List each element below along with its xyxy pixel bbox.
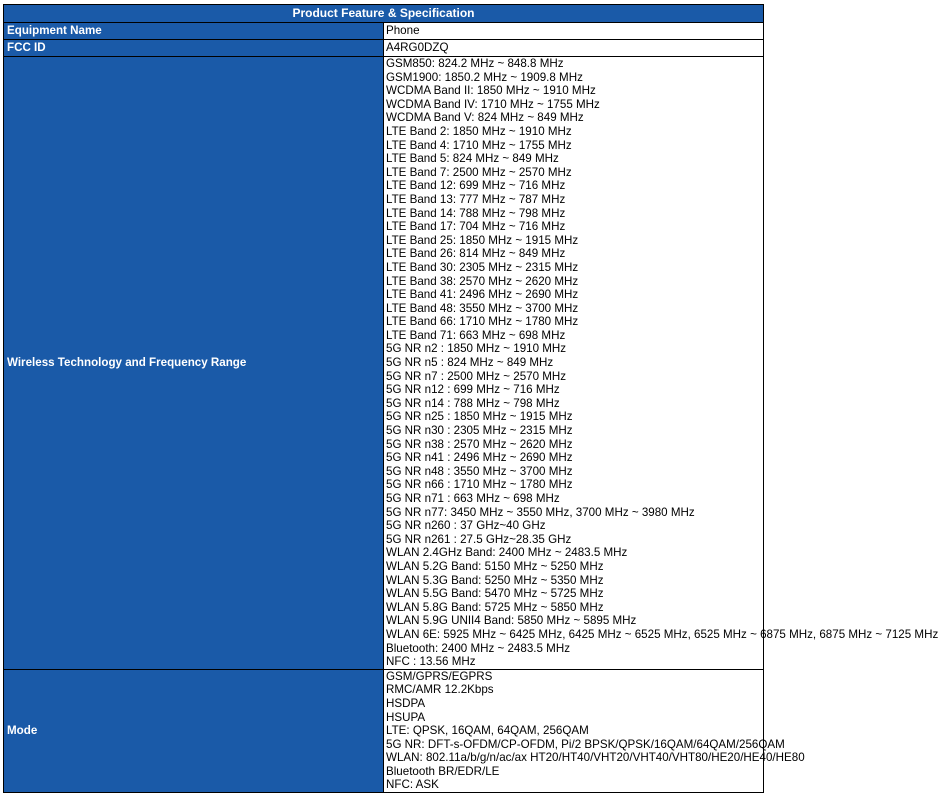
frequency-band-item: 5G NR n38 : 2570 MHz ~ 2620 MHz: [386, 437, 573, 451]
frequency-band-item: 5G NR n41 : 2496 MHz ~ 2690 MHz: [386, 451, 573, 465]
frequency-band-item: 5G NR n7 : 2500 MHz ~ 2570 MHz: [386, 369, 567, 383]
frequency-band-item: LTE Band 48: 3550 MHz ~ 3700 MHz: [386, 301, 579, 315]
frequency-band-item: WLAN 5.9G UNII4 Band: 5850 MHz ~ 5895 MHz: [386, 614, 637, 628]
frequency-band-item: LTE Band 14: 788 MHz ~ 798 MHz: [386, 206, 566, 220]
frequency-band-item: WLAN 5.2G Band: 5150 MHz ~ 5250 MHz: [386, 559, 604, 573]
frequency-band-item: NFC : 13.56 MHz: [386, 655, 476, 669]
fcc-id-value: A4RG0DZQ: [384, 40, 764, 57]
frequency-band-item: 5G NR n261 : 27.5 GHz~28.35 GHz: [386, 532, 572, 546]
table-row-equipment-name: [4, 23, 764, 40]
frequency-band-item: 5G NR n48 : 3550 MHz ~ 3700 MHz: [386, 464, 573, 478]
frequency-band-item: LTE Band 13: 777 MHz ~ 787 MHz: [386, 192, 566, 206]
table-row-wireless: [4, 57, 764, 670]
frequency-band-item: LTE Band 26: 814 MHz ~ 849 MHz: [386, 247, 566, 261]
frequency-band-item: 5G NR n5 : 824 MHz ~ 849 MHz: [386, 356, 554, 370]
frequency-band-item: WCDMA Band V: 824 MHz ~ 849 MHz: [386, 111, 584, 125]
equipment-name-label: Equipment Name: [4, 23, 384, 40]
frequency-band-item: WCDMA Band IV: 1710 MHz ~ 1755 MHz: [386, 97, 600, 111]
table-row-mode: [4, 669, 764, 792]
frequency-band-item: 5G NR n14 : 788 MHz ~ 798 MHz: [386, 396, 560, 410]
frequency-band-item: 5G NR n30 : 2305 MHz ~ 2315 MHz: [386, 424, 573, 438]
frequency-band-item: 5G NR n77: 3450 MHz ~ 3550 MHz, 3700 MHz ~ 3980 MHz: [386, 505, 695, 519]
frequency-band-item: LTE Band 41: 2496 MHz ~ 2690 MHz: [386, 288, 579, 302]
frequency-band-item: WLAN 5.5G Band: 5470 MHz ~ 5725 MHz: [386, 587, 604, 601]
frequency-band-item: Bluetooth: 2400 MHz ~ 2483.5 MHz: [386, 641, 570, 655]
mode-label: Mode: [4, 669, 384, 792]
frequency-band-item: LTE Band 66: 1710 MHz ~ 1780 MHz: [386, 315, 579, 329]
frequency-band-item: 5G NR n12 : 699 MHz ~ 716 MHz: [386, 383, 560, 397]
frequency-band-item: LTE Band 71: 663 MHz ~ 698 MHz: [386, 328, 566, 342]
frequency-band-item: LTE Band 17: 704 MHz ~ 716 MHz: [386, 220, 566, 234]
frequency-band-item: WLAN 5.3G Band: 5250 MHz ~ 5350 MHz: [386, 573, 604, 587]
equipment-name-value: Phone: [384, 23, 764, 40]
frequency-band-item: LTE Band 7: 2500 MHz ~ 2570 MHz: [386, 165, 572, 179]
frequency-band-item: LTE Band 4: 1710 MHz ~ 1755 MHz: [386, 138, 572, 152]
frequency-band-item: LTE Band 5: 824 MHz ~ 849 MHz: [386, 152, 559, 166]
mode-item: NFC: ASK: [386, 778, 439, 792]
mode-item: 5G NR: DFT-s-OFDM/CP-OFDM, Pi/2 BPSK/QPSK/16QAM/64QAM/256QAM: [386, 737, 785, 751]
frequency-band-item: 5G NR n260 : 37 GHz~40 GHz: [386, 519, 546, 533]
wireless-frequency-list: [384, 57, 938, 670]
frequency-band-item: LTE Band 2: 1850 MHz ~ 1910 MHz: [386, 124, 572, 138]
fcc-id-label: FCC ID: [4, 40, 384, 57]
mode-list: [384, 669, 805, 792]
mode-item: HSDPA: [386, 696, 426, 710]
frequency-band-item: 5G NR n66 : 1710 MHz ~ 1780 MHz: [386, 478, 573, 492]
wireless-technology-label: Wireless Technology and Frequency Range: [4, 57, 384, 670]
frequency-band-item: WLAN 6E: 5925 MHz ~ 6425 MHz, 6425 MHz ~ 6525 MHz, 6525 MHz ~ 6875 MHz, 6875 MHz ~ 7125 MHz: [386, 627, 938, 641]
frequency-band-item: GSM1900: 1850.2 MHz ~ 1909.8 MHz: [386, 70, 583, 84]
frequency-band-item: WLAN 5.8G Band: 5725 MHz ~ 5850 MHz: [386, 600, 604, 614]
frequency-band-item: LTE Band 12: 699 MHz ~ 716 MHz: [386, 179, 566, 193]
frequency-band-item: LTE Band 25: 1850 MHz ~ 1915 MHz: [386, 233, 579, 247]
table-row-fcc-id: [4, 40, 764, 57]
frequency-band-item: LTE Band 38: 2570 MHz ~ 2620 MHz: [386, 274, 579, 288]
frequency-band-item: LTE Band 30: 2305 MHz ~ 2315 MHz: [386, 260, 579, 274]
frequency-band-item: 5G NR n71 : 663 MHz ~ 698 MHz: [386, 492, 560, 505]
frequency-band-item: WCDMA Band II: 1850 MHz ~ 1910 MHz: [386, 84, 596, 98]
spec-table: [3, 4, 938, 793]
frequency-band-item: WLAN 2.4GHz Band: 2400 MHz ~ 2483.5 MHz: [386, 546, 628, 560]
mode-item: LTE: QPSK, 16QAM, 64QAM, 256QAM: [386, 724, 589, 738]
mode-item: WLAN: 802.11a/b/g/n/ac/ax HT20/HT40/VHT20/VHT40/VHT80/HE20/HE40/HE80: [386, 751, 805, 765]
frequency-band-item: 5G NR n2 : 1850 MHz ~ 1910 MHz: [386, 342, 567, 356]
mode-item: HSUPA: [386, 710, 426, 724]
mode-item: GSM/GPRS/EGPRS: [386, 669, 493, 683]
table-title: Product Feature & Specification: [4, 5, 764, 23]
mode-item: Bluetooth BR/EDR/LE: [386, 764, 500, 778]
frequency-band-item: 5G NR n25 : 1850 MHz ~ 1915 MHz: [386, 410, 573, 424]
mode-item: RMC/AMR 12.2Kbps: [386, 683, 494, 697]
frequency-band-item: GSM850: 824.2 MHz ~ 848.8 MHz: [386, 57, 564, 70]
